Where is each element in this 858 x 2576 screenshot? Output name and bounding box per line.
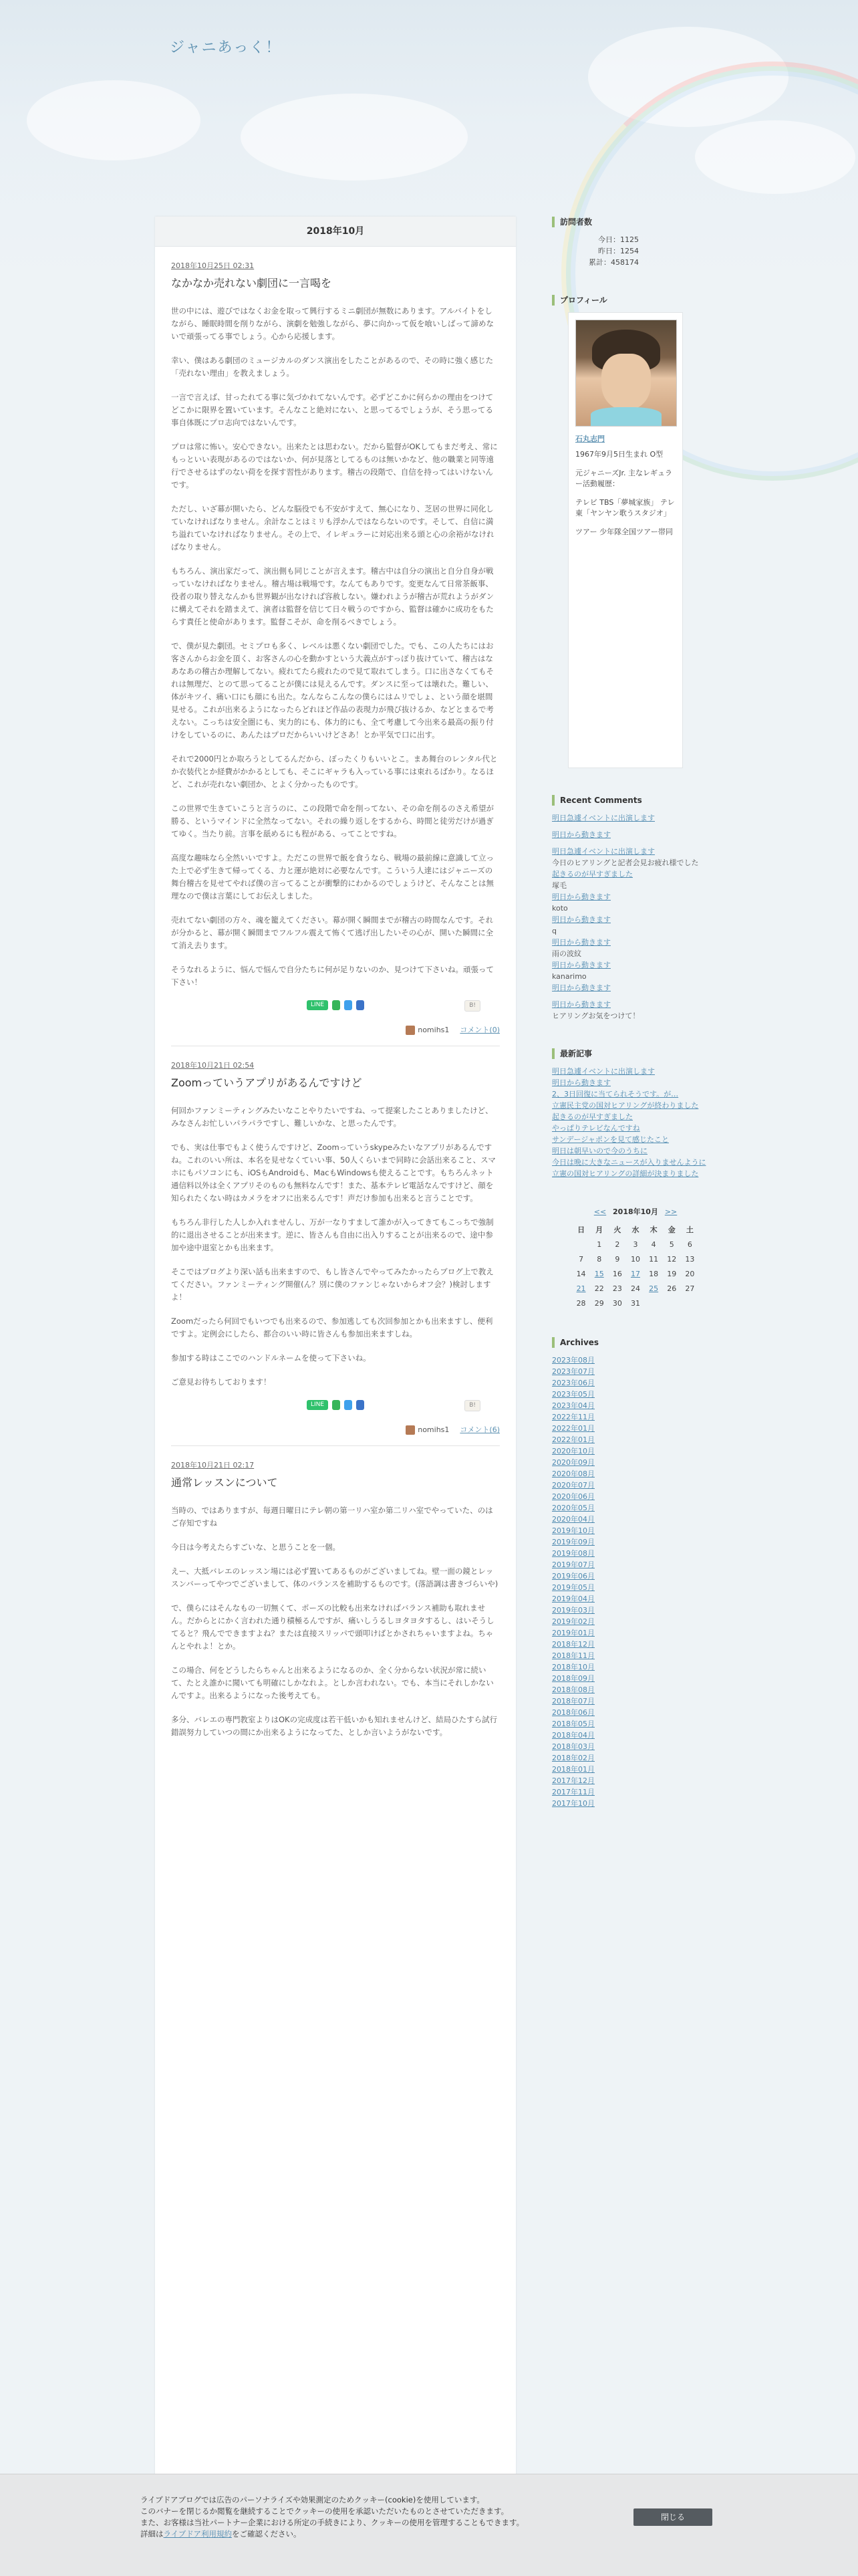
recent-comment-author: koto [552, 904, 568, 913]
entry-paragraph: 今日は今考えたらすごいな、と思うことを一個。 [171, 1542, 340, 1552]
archive-link[interactable]: 2023年04月 [552, 1401, 595, 1410]
latest-article-link[interactable]: 立憲民主党の国対ヒアリングが終わりました [552, 1101, 699, 1110]
archive-link[interactable]: 2019年04月 [552, 1595, 595, 1603]
archive-link[interactable]: 2022年01月 [552, 1424, 595, 1433]
calendar-day: 26 [667, 1284, 677, 1293]
entry-author[interactable]: nomihs1 [418, 1425, 450, 1434]
tweet-button[interactable] [344, 1000, 352, 1010]
latest-article-link[interactable]: サンデージャポンを見て感じたこと [552, 1135, 670, 1144]
comments-link[interactable]: コメント(0) [460, 1026, 500, 1034]
calendar-day[interactable]: 25 [649, 1284, 659, 1293]
calendar-week [572, 1281, 699, 1296]
archive-link[interactable]: 2018年04月 [552, 1731, 595, 1740]
entry-paragraph: 参加する時はここでのハンドルネームを使って下さいね。 [171, 1353, 371, 1363]
calendar-day: 9 [615, 1254, 620, 1264]
calendar-day: 10 [630, 1254, 640, 1264]
calendar-day: 29 [594, 1298, 604, 1308]
profile-career: 元ジャニーズJr. 主なレギュラー活動履歴： [575, 469, 672, 488]
calendar-week [572, 1237, 699, 1252]
calendar-day: 19 [667, 1269, 677, 1278]
archive-link[interactable]: 2019年10月 [552, 1526, 595, 1535]
blog-entry [155, 1459, 516, 1739]
archive-link[interactable]: 2023年08月 [552, 1356, 595, 1365]
share-buttons [171, 1400, 500, 1412]
recent-comment-link[interactable]: 起きるのが早すぎました [552, 870, 633, 879]
latest-articles-title: 最新記事 [552, 1048, 719, 1059]
entry-paragraph: 高度な趣味なら全然いいですよ。ただこの世界で飯を食うなら、戦場の最前線に意識して立った上で必ず生きて帰ってくる、力と運が絶対に必要なんです。こういう人達にはジャニーズの舞台稽古を見せてやれば僕の言ってることが衝撃的にわかるのでしょうけど、そんなことは無理なので僕は言葉にしてお伝えしました。 [171, 853, 494, 901]
latest-article-link[interactable]: 明日から動きます [552, 1078, 611, 1087]
archive-link[interactable]: 2020年10月 [552, 1447, 595, 1455]
recent-comment-link[interactable]: 明日から動きます [552, 961, 611, 969]
entry-paragraph: もちろん、演出家だって、演出側も同じことが言えます。稽古中は自分の演出と自分自身が戦っていなければなりません。稽古場は戦場です。なんてもありです。変更なんて日常茶飯事、役者の取り替えなんかも世界観が出なければ容赦しない。嫌われようが稽古が荒れようがダンに構えてそれを踏まえて、演者は監督を信じて日々戦うのですから、監督は確かに成功をもたらす責任と使命があります。監督こそが、命を削るべきでしょう。 [171, 566, 494, 626]
archive-link[interactable]: 2017年11月 [552, 1788, 595, 1796]
entry-author[interactable]: nomihs1 [418, 1026, 450, 1034]
calendar-weekday: 水 [631, 1225, 639, 1234]
author-avatar [406, 1026, 415, 1035]
entry-paragraph: もちろん非行した人しか入れませんし、万が一なりすまして誰かが入ってきてもこっちで強制的に退出させることが出来ます。逆に、皆さんも自由に出入りすることが出来るので、途中参加や途中退室とかも出来ます。 [171, 1217, 494, 1252]
calendar-day [645, 1296, 663, 1310]
archive-link[interactable]: 2023年06月 [552, 1379, 595, 1387]
archive-link[interactable]: 2018年05月 [552, 1720, 595, 1728]
entry-paragraph: そこではブログより深い話も出来ますので、もし皆さんでやってみたかったらブログ上で教えてください。ファンミーティング開催(ん？別に僕のファンじゃないからオフ会？)検討しますよ！ [171, 1267, 494, 1302]
archive-link[interactable]: 2018年08月 [552, 1685, 595, 1694]
latest-article-link[interactable]: 今日は晩に大きなニュースが入りませんように [552, 1158, 706, 1167]
archive-link[interactable]: 2019年07月 [552, 1560, 595, 1569]
archives-title: Archives [552, 1337, 719, 1348]
calendar-day: 30 [612, 1298, 622, 1308]
blog-entry [155, 260, 516, 1046]
recent-comment-author: 今日のヒアリングと記者会見お疲れ様でした [552, 858, 699, 867]
calendar-weekday: 木 [650, 1225, 658, 1234]
entry-title[interactable]: なかなか売れない劇団に一言喝を [171, 277, 332, 289]
profile-name[interactable]: 石丸志門 [575, 435, 605, 443]
cookie-text [140, 2494, 524, 2540]
entry-paragraph: そうなれるように、悩んで悩んで自分たちに何が足りないのか、見つけて下さいね。頑張って下さい！ [171, 965, 494, 987]
counter-yesterday: 昨日：1254 [598, 247, 639, 255]
note-share-button[interactable] [332, 1000, 340, 1010]
entry-list [155, 260, 516, 1739]
archive-link[interactable]: 2019年05月 [552, 1583, 595, 1592]
entry-paragraph: 多分、バレエの専門教室よりはOKの完成度は若干低いかも知れませんけど、結局ひたすら試行錯誤努力していつの間にか出来るようになってた、としか言いようがないです。 [171, 1715, 498, 1737]
archive-link[interactable]: 2018年07月 [552, 1697, 595, 1706]
entry-paragraph: でも、実は仕事でもよく使うんですけど、Zoomっていうskypeみたいなアプリがあるんですね。これのいい所は、本名を見せなくていい事、50人くらいまで同時に会話出来ること、スマホにもパソコンにも、iOSもAndroidも、MacもWindowsも使えることです。もちろんネット通信料以外は全くアプリそのものも無料なんです！また、基本テレビ電話なんですけど、顔を知られたくない時はカメラをオフに出来るんです！声だけ参加も出来ると言うことです。 [171, 1143, 496, 1203]
entry-date[interactable]: 2018年10月21日 02:17 [171, 1461, 255, 1470]
recent-comment-author: ヒアリングお気をつけて！ [552, 1012, 640, 1020]
entry-paragraph: ご意見お待ちしております！ [171, 1377, 271, 1387]
archive-link[interactable]: 2018年11月 [552, 1651, 595, 1660]
calendar-title: 2018年10月 [613, 1207, 658, 1216]
share-buttons [171, 1000, 500, 1012]
calendar-day: 3 [633, 1240, 638, 1249]
calendar-weekday: 火 [613, 1225, 621, 1234]
entry-paragraph: で、僕が見た劇団。セミプロも多く、レベルは悪くない劇団でした。でも、この人たちにはお客さんからお金を頂く、お客さんの心を動かすという大義点がすっぽり抜けていて、稽古はなあなあの稽古か理解してない。疲れてたら疲れたので見て取れてしまう。口に出さなくてもそれは無理だ、とのて思ってることが僕には見えるんです。ダンスに至っては壊れた。難しい、体がキツイ、痛い口にも顔にも出た。なんならこんなの僕らにはムリでしょ、という顔を堪間見せる。これが出来るようになったらどれほど作品の表現力が飛び抜けるか、などとまるで考えない。こっちは安全圏にも、実力的にも、体力的にも、全て考慮して今出来る最高の振り付けをしているのに、あんたはプロだからいいけどさあ！とか平気で口に出す。 [171, 641, 494, 739]
archive-link[interactable]: 2018年12月 [552, 1640, 595, 1649]
recent-comments-list [552, 812, 719, 1022]
access-counter-widget [552, 217, 719, 268]
latest-article-link[interactable]: 2、3日回復に当てられそうです。が… [552, 1090, 679, 1098]
calendar-day: 4 [651, 1240, 656, 1249]
calendar-week [572, 1252, 699, 1266]
calendar-weekday: 金 [668, 1225, 676, 1234]
cookie-close-button[interactable]: 閉じる [633, 2508, 712, 2526]
calendar-day: 8 [597, 1254, 602, 1264]
archive-link[interactable]: 2023年05月 [552, 1390, 595, 1399]
archive-link[interactable]: 2018年06月 [552, 1708, 595, 1717]
cookie-line: ライブドアブログでは広告のパーソナライズや効果測定のためクッキー(cookie)を使用しています。 [140, 2495, 484, 2504]
calendar-day: 28 [576, 1298, 586, 1308]
recent-comment-spacer [552, 840, 719, 846]
entry-paragraph: 当時の、ではありますが、毎週日曜日にテレ朝の第一リハ室か第二リハ室でやっていた、のはご存知ですね [171, 1506, 493, 1528]
calendar-week [572, 1266, 699, 1281]
calendar-table [572, 1222, 699, 1310]
archive-link[interactable]: 2020年04月 [552, 1515, 595, 1524]
recent-comment-author: q [552, 927, 557, 935]
author-avatar [406, 1425, 415, 1435]
tweet-button[interactable] [344, 1400, 352, 1410]
entry-paragraph: 世の中には、遊びではなくお金を取って興行するミニ劇団が無数にあります。アルバイトをしながら、睡眠時間を削りながら、演劇を勉強しながら、夢に向かって仮を喰いしばって諦めないで頑張ってる事でしょう。心から応援します。 [171, 306, 494, 341]
latest-article-link[interactable]: 立憲の国対ヒアリングの詳細が決まりました [552, 1169, 699, 1178]
calendar-day: 7 [579, 1254, 584, 1264]
calendar-day[interactable]: 15 [594, 1269, 604, 1278]
recent-comments-widget [552, 795, 719, 1022]
calendar-day: 20 [685, 1269, 695, 1278]
archive-link[interactable]: 2020年06月 [552, 1492, 595, 1501]
calendar-weekday: 日 [577, 1225, 585, 1234]
calendar-day: 2 [615, 1240, 620, 1249]
calendar-day[interactable]: 21 [576, 1284, 586, 1293]
entry-meta [171, 1022, 500, 1046]
recent-comments-title: Recent Comments [552, 795, 719, 806]
archive-link[interactable]: 2019年01月 [552, 1629, 595, 1637]
calendar-day [663, 1296, 681, 1310]
archives-list [552, 1355, 719, 1809]
latest-article-link[interactable]: 起きるのが早すぎました [552, 1113, 633, 1121]
latest-article-link[interactable]: 明日急遽イベントに出演します [552, 1067, 655, 1076]
calendar-day: 24 [630, 1284, 640, 1293]
calendar-day: 23 [612, 1284, 622, 1293]
entry-paragraph: プロは常に怖い。安心できない。出来たとは思わない。だから監督がOKしてもまだ考え、常にもっといい表現があるのではないか、何が見落としてるものは無いかなど、他の職業と同等遠行でさせるはずのない荷をを探す習性があります。稽古の段階で、自信を持ってはいけないんです。 [171, 442, 498, 489]
recent-comment-link[interactable]: 明日から動きます [552, 1000, 611, 1009]
calendar-week [572, 1296, 699, 1310]
recent-comment-link[interactable]: 明日から動きます [552, 830, 611, 839]
archive-link[interactable]: 2020年05月 [552, 1504, 595, 1512]
access-counter-title: 訪問者数 [552, 217, 719, 227]
cookie-line: また、お客様は当社パートナー企業における所定の手続きにより、クッキーの使用を管理することもできます。 [140, 2518, 525, 2527]
counter-today: 今日：1125 [598, 235, 639, 244]
calendar-widget [552, 1206, 719, 1310]
archive-link[interactable]: 2022年01月 [552, 1435, 595, 1444]
recent-comment-link[interactable]: 明日から動きます [552, 893, 611, 901]
latest-articles-list [552, 1066, 719, 1179]
archive-link[interactable]: 2019年06月 [552, 1572, 595, 1580]
archive-link[interactable]: 2017年12月 [552, 1776, 595, 1785]
entry-paragraph: ただし、いざ幕が開いたら、どんな脳役でも不安がすえて、無心になり、芝居の世界に同化していなければなりません。余計なことはミリも浮かんではならないのです。そして、自信に満ち溢れていなければなりません。その上で、イレギュラーに対応出来る頭と心の余裕がなければなりません。 [171, 504, 494, 552]
calendar-day: 16 [612, 1269, 622, 1278]
note-share-button[interactable] [332, 1400, 340, 1410]
recent-comment-spacer [552, 824, 719, 829]
latest-article-link[interactable]: やっぱりテレビなんですね [552, 1124, 640, 1133]
entry-date[interactable]: 2018年10月25日 02:31 [171, 261, 255, 270]
recent-comment-author: kanarimo [552, 972, 587, 981]
entry-paragraph: この場合、何をどうしたらちゃんと出来るようになるのか、全く分からない状況が常に続いて、たとえ誰かに聞いても明確にしかなれよ。としか言われない。でも、本当にそれしかないんですよ。出来るようになった後考えても。 [171, 1665, 494, 1700]
calendar-day: 13 [685, 1254, 695, 1264]
calendar-day [572, 1237, 590, 1252]
archive-link[interactable]: 2020年09月 [552, 1458, 595, 1467]
archive-link[interactable]: 2023年07月 [552, 1367, 595, 1376]
calendar-day: 22 [594, 1284, 604, 1293]
entry-date[interactable]: 2018年10月21日 02:54 [171, 1061, 255, 1070]
archive-link[interactable]: 2017年10月 [552, 1799, 595, 1808]
recent-comment-author: 雨の波紋 [552, 949, 581, 958]
comments-link[interactable]: コメント(6) [460, 1425, 500, 1434]
entry-title[interactable]: Zoomっていうアプリがあるんですけど [171, 1076, 362, 1089]
archive-link[interactable]: 2018年01月 [552, 1765, 595, 1774]
recent-comment-link[interactable]: 明日から動きます [552, 983, 611, 992]
entry-paragraph: 何回かファンミーティングみたいなことやりたいですね、って提案したことありましたけど、みなさんお忙しいパラパラですし、難しいかな、と思ったんです。 [171, 1106, 493, 1128]
archive-link[interactable]: 2019年02月 [552, 1617, 595, 1626]
archive-link[interactable]: 2018年02月 [552, 1754, 595, 1762]
entry-paragraph: 幸い、僕はある劇団のミュージカルのダンス演出をしたことがあるので、その時に強く感じた「売れない理由」を教えましょう。 [171, 356, 494, 378]
calendar-day[interactable]: 17 [630, 1269, 640, 1278]
latest-article-link[interactable]: 明日は朝早いので今のうちに [552, 1147, 648, 1155]
profile-tv: テレビ TBS「夢城家族」 テレ東「ヤンヤン歌うスタジオ」 [575, 498, 675, 517]
terms-link[interactable]: ライブドア利用規約 [163, 2529, 232, 2539]
calendar-day [681, 1296, 699, 1310]
calendar-day: 12 [667, 1254, 677, 1264]
profile-title: プロフィール [552, 295, 719, 306]
calendar-day: 5 [669, 1240, 674, 1249]
profile-birth: 1967年9月5日生まれ O型 [575, 450, 664, 459]
calendar-day: 18 [649, 1269, 659, 1278]
entry-paragraph: 売れてない劇団の方々、魂を籠えてください。幕が開く瞬間までが稽古の時間なんです。それが分かると、幕が開く瞬間までフルフル震えて怖くて逃げ出したいその心が、開いた瞬間に全て消え去ります。 [171, 915, 494, 950]
facebook-share-button[interactable] [356, 1400, 364, 1410]
archive-link[interactable]: 2018年03月 [552, 1742, 595, 1751]
entry-paragraph: えー、大抵バレエのレッスン場には必ず置いてあるものがございましてね。壁一面の鏡とレッスンバーってやつでございまして、体のバランスを補助するものです。(落語調は書きづらいや) [171, 1566, 498, 1589]
line-share-button[interactable]: LINE [307, 1400, 328, 1410]
cookie-banner [0, 2474, 858, 2576]
calendar-day: 27 [685, 1284, 695, 1293]
archives-widget [552, 1337, 719, 1809]
calendar-weekday: 土 [686, 1225, 694, 1234]
facebook-share-button[interactable] [356, 1000, 364, 1010]
calendar-day: 14 [576, 1269, 586, 1278]
counter-total: 累計：458174 [589, 258, 639, 267]
archive-link[interactable]: 2019年09月 [552, 1538, 595, 1546]
entry-paragraph: で、僕らにはそんなもの一切無くて、ポーズの比較も出来なければバランス補助も取れません。だからとにかく言われた通り積極るんですが、痛いしうるしヨタヨタするし、はいそうしてると？飛んでできますよね？または直接スリッパで頭叩けばとかされちゃいますよね。ちゃんとやれよ！とか。 [171, 1603, 494, 1651]
recent-comment-link[interactable]: 明日急遽イベントに出演します [552, 847, 655, 856]
sidebar [552, 217, 719, 1836]
month-heading: 2018年10月 [155, 217, 516, 247]
hatena-bookmark-button[interactable]: B! [464, 1000, 480, 1012]
recent-comment-link[interactable]: 明日急遽イベントに出演します [552, 814, 655, 822]
archive-link[interactable]: 2018年09月 [552, 1674, 595, 1683]
entry-meta [171, 1421, 500, 1446]
calendar-weekday: 月 [595, 1225, 603, 1234]
recent-comment-link[interactable]: 明日から動きます [552, 915, 611, 924]
blog-entry [155, 1060, 516, 1446]
calendar-prev-link[interactable]: << [593, 1207, 607, 1216]
line-share-button[interactable]: LINE [307, 1000, 328, 1010]
site-title[interactable]: ジャニあっく！ [170, 39, 282, 55]
archive-link[interactable]: 2019年08月 [552, 1549, 595, 1558]
archive-link[interactable]: 2018年10月 [552, 1663, 595, 1671]
recent-comment-link[interactable]: 明日から動きます [552, 938, 611, 947]
cookie-line: 詳細はライブドア利用規約をご確認ください。 [140, 2529, 301, 2539]
calendar-day: 1 [597, 1240, 602, 1249]
profile-widget [552, 295, 719, 768]
calendar-day: 31 [630, 1298, 640, 1308]
archive-link[interactable]: 2020年07月 [552, 1481, 595, 1490]
cookie-line: このバナーを閉じるか閲覧を継続することでクッキーの使用を承認いただいたものとさせていただきます。 [140, 2506, 509, 2516]
recent-comment-author: 塚毛 [552, 881, 567, 890]
hatena-bookmark-button[interactable]: B! [464, 1400, 480, 1411]
archive-link[interactable]: 2022年11月 [552, 1413, 595, 1421]
entry-paragraph: Zoomだったら何回でもいつでも出来るので、参加逃しても次回参加とかも出来ますし、便利ですよ。定例会にしたら、都合のいい時に皆さんも参加出来ますしね。 [171, 1316, 493, 1338]
main-column [155, 217, 516, 2476]
profile-photo[interactable] [575, 320, 677, 427]
recent-comment-spacer [552, 993, 719, 999]
archive-link[interactable]: 2019年03月 [552, 1606, 595, 1615]
profile-tour: ツアー 少年隊全国ツアー帯同 [575, 528, 673, 536]
entry-title[interactable]: 通常レッスンについて [171, 1476, 278, 1489]
calendar-day: 11 [649, 1254, 659, 1264]
archive-link[interactable]: 2020年08月 [552, 1470, 595, 1478]
entry-paragraph: 一言で言えば、甘ったれてる事に気づかれてないんです。必ずどこかに何らかの理由をつけてどこかに限界を置いています。そんなこと絶対にない、と思ってるでしょうが、そう思ってる事自体既にプロ志向ではないんです。 [171, 392, 494, 427]
entry-paragraph: この世界で生きていこうと言うのに、この段階で命を削ってない、その命を削るのさえ希望が勝る、というマインドに全然なってない。それの繰り返しをするから、時間と徒労だけが過ぎてゆく。当たり前。言事を舐めるにも程がある、ってことですね。 [171, 804, 494, 838]
calendar-day: 6 [687, 1240, 692, 1249]
latest-articles-widget [552, 1048, 719, 1179]
entry-paragraph: それで2000円とか取ろうとしてるんだから、ぼったくりもいいとこ。まあ舞台のレンタル代とか衣装代とか経費がかかるとしても、そこにギャラも入っている事には束れるばかり。なるほど、これが売れない劇団か、とよく分かったものです。 [171, 754, 498, 789]
calendar-next-link[interactable]: >> [664, 1207, 678, 1216]
